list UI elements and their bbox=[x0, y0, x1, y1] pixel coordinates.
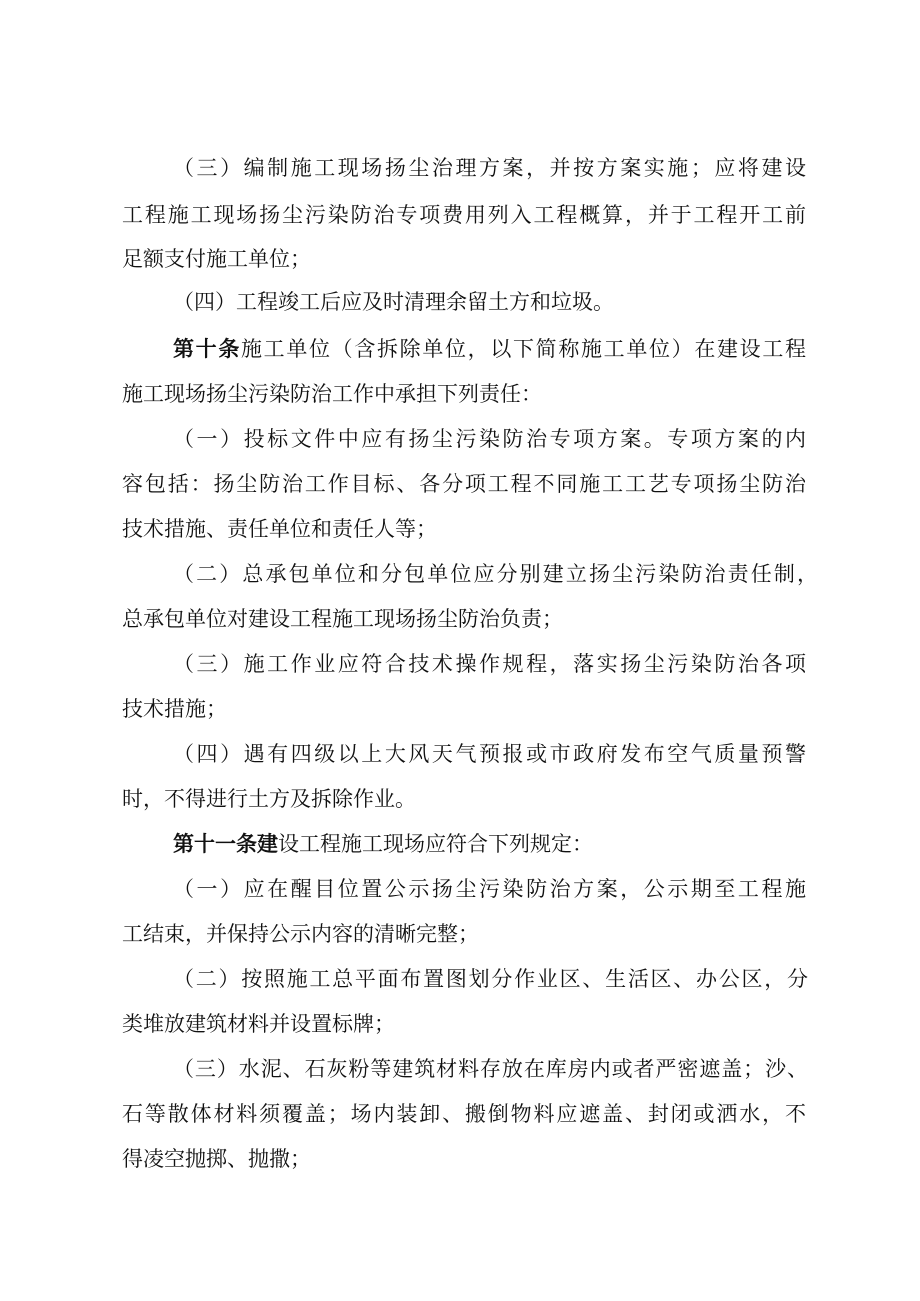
line-text bbox=[173, 334, 808, 364]
line-text: （二）按照施工总平面布置图划分作业区、生活区、办公区，分 bbox=[173, 967, 810, 991]
text-line bbox=[0, 379, 920, 409]
line-text bbox=[173, 829, 593, 859]
text-line bbox=[0, 287, 920, 317]
line-text-rest: 施工单位（含拆除单位，以下简称施工单位）在建设工程 bbox=[241, 337, 808, 361]
line-text: （三）编制施工现场扬尘治理方案，并按方案实施；应将建设 bbox=[173, 156, 809, 180]
line-text: （二）总承包单位和分包单位应分别建立扬尘污染防治责任制， bbox=[173, 562, 821, 586]
line-text: （一）应在醒目位置公示扬尘污染防治方案，公示期至工程施 bbox=[173, 877, 809, 901]
text-line bbox=[0, 153, 920, 183]
line-text: 足额支付施工单位； bbox=[122, 247, 311, 271]
line-text: 类堆放建筑材料并设置标牌； bbox=[122, 1012, 395, 1036]
line-text: 容包括：扬尘防治工作目标、各分项工程不同施工工艺专项扬尘防治 bbox=[122, 472, 808, 496]
text-line bbox=[0, 874, 920, 904]
line-text: 工结束，并保持公示内容的清晰完整； bbox=[122, 922, 479, 946]
article-heading: 第十条 bbox=[173, 337, 241, 361]
text-line bbox=[0, 604, 920, 634]
line-text: 时，不得进行土方及拆除作业。 bbox=[122, 787, 416, 811]
line-text: （三）施工作业应符合技术操作规程，落实扬尘污染防治各项 bbox=[173, 652, 809, 676]
text-line bbox=[0, 559, 920, 589]
article-heading: 第十一条建 bbox=[173, 832, 278, 856]
text-line bbox=[0, 649, 920, 679]
text-line bbox=[0, 919, 920, 949]
text-line bbox=[0, 784, 920, 814]
line-text: 技术措施； bbox=[122, 697, 227, 721]
text-line bbox=[0, 694, 920, 724]
text-line bbox=[0, 739, 920, 769]
line-text: （四）工程竣工后应及时清理余留土方和垃圾。 bbox=[173, 290, 614, 314]
line-text: （三）水泥、石灰粉等建筑材料存放在库房内或者严密遮盖；沙、 bbox=[173, 1057, 809, 1081]
text-line bbox=[0, 1054, 920, 1084]
line-text: 施工现场扬尘污染防治工作中承担下列责任： bbox=[122, 382, 542, 406]
line-text: 得凌空抛掷、抛撒； bbox=[122, 1147, 311, 1171]
line-text: 石等散体材料须覆盖；场内装卸、搬倒物料应遮盖、封闭或洒水，不 bbox=[122, 1102, 808, 1126]
line-text: （一）投标文件中应有扬尘污染防治专项方案。专项方案的内 bbox=[173, 427, 809, 451]
text-line bbox=[0, 244, 920, 274]
line-text: （四）遇有四级以上大风天气预报或市政府发布空气质量预警 bbox=[173, 742, 809, 766]
text-line bbox=[0, 334, 920, 364]
text-line bbox=[0, 964, 920, 994]
text-line bbox=[0, 200, 920, 230]
text-line bbox=[0, 1144, 920, 1174]
line-text: 工程施工现场扬尘污染防治专项费用列入工程概算，并于工程开工前 bbox=[122, 203, 808, 227]
text-line bbox=[0, 514, 920, 544]
text-line bbox=[0, 469, 920, 499]
text-line bbox=[0, 1009, 920, 1039]
text-line bbox=[0, 424, 920, 454]
text-line bbox=[0, 829, 920, 859]
line-text: 总承包单位对建设工程施工现场扬尘防治负责； bbox=[122, 607, 563, 631]
line-text: 技术措施、责任单位和责任人等； bbox=[122, 517, 437, 541]
line-text-rest: 设工程施工现场应符合下列规定： bbox=[278, 832, 593, 856]
text-line bbox=[0, 1099, 920, 1129]
